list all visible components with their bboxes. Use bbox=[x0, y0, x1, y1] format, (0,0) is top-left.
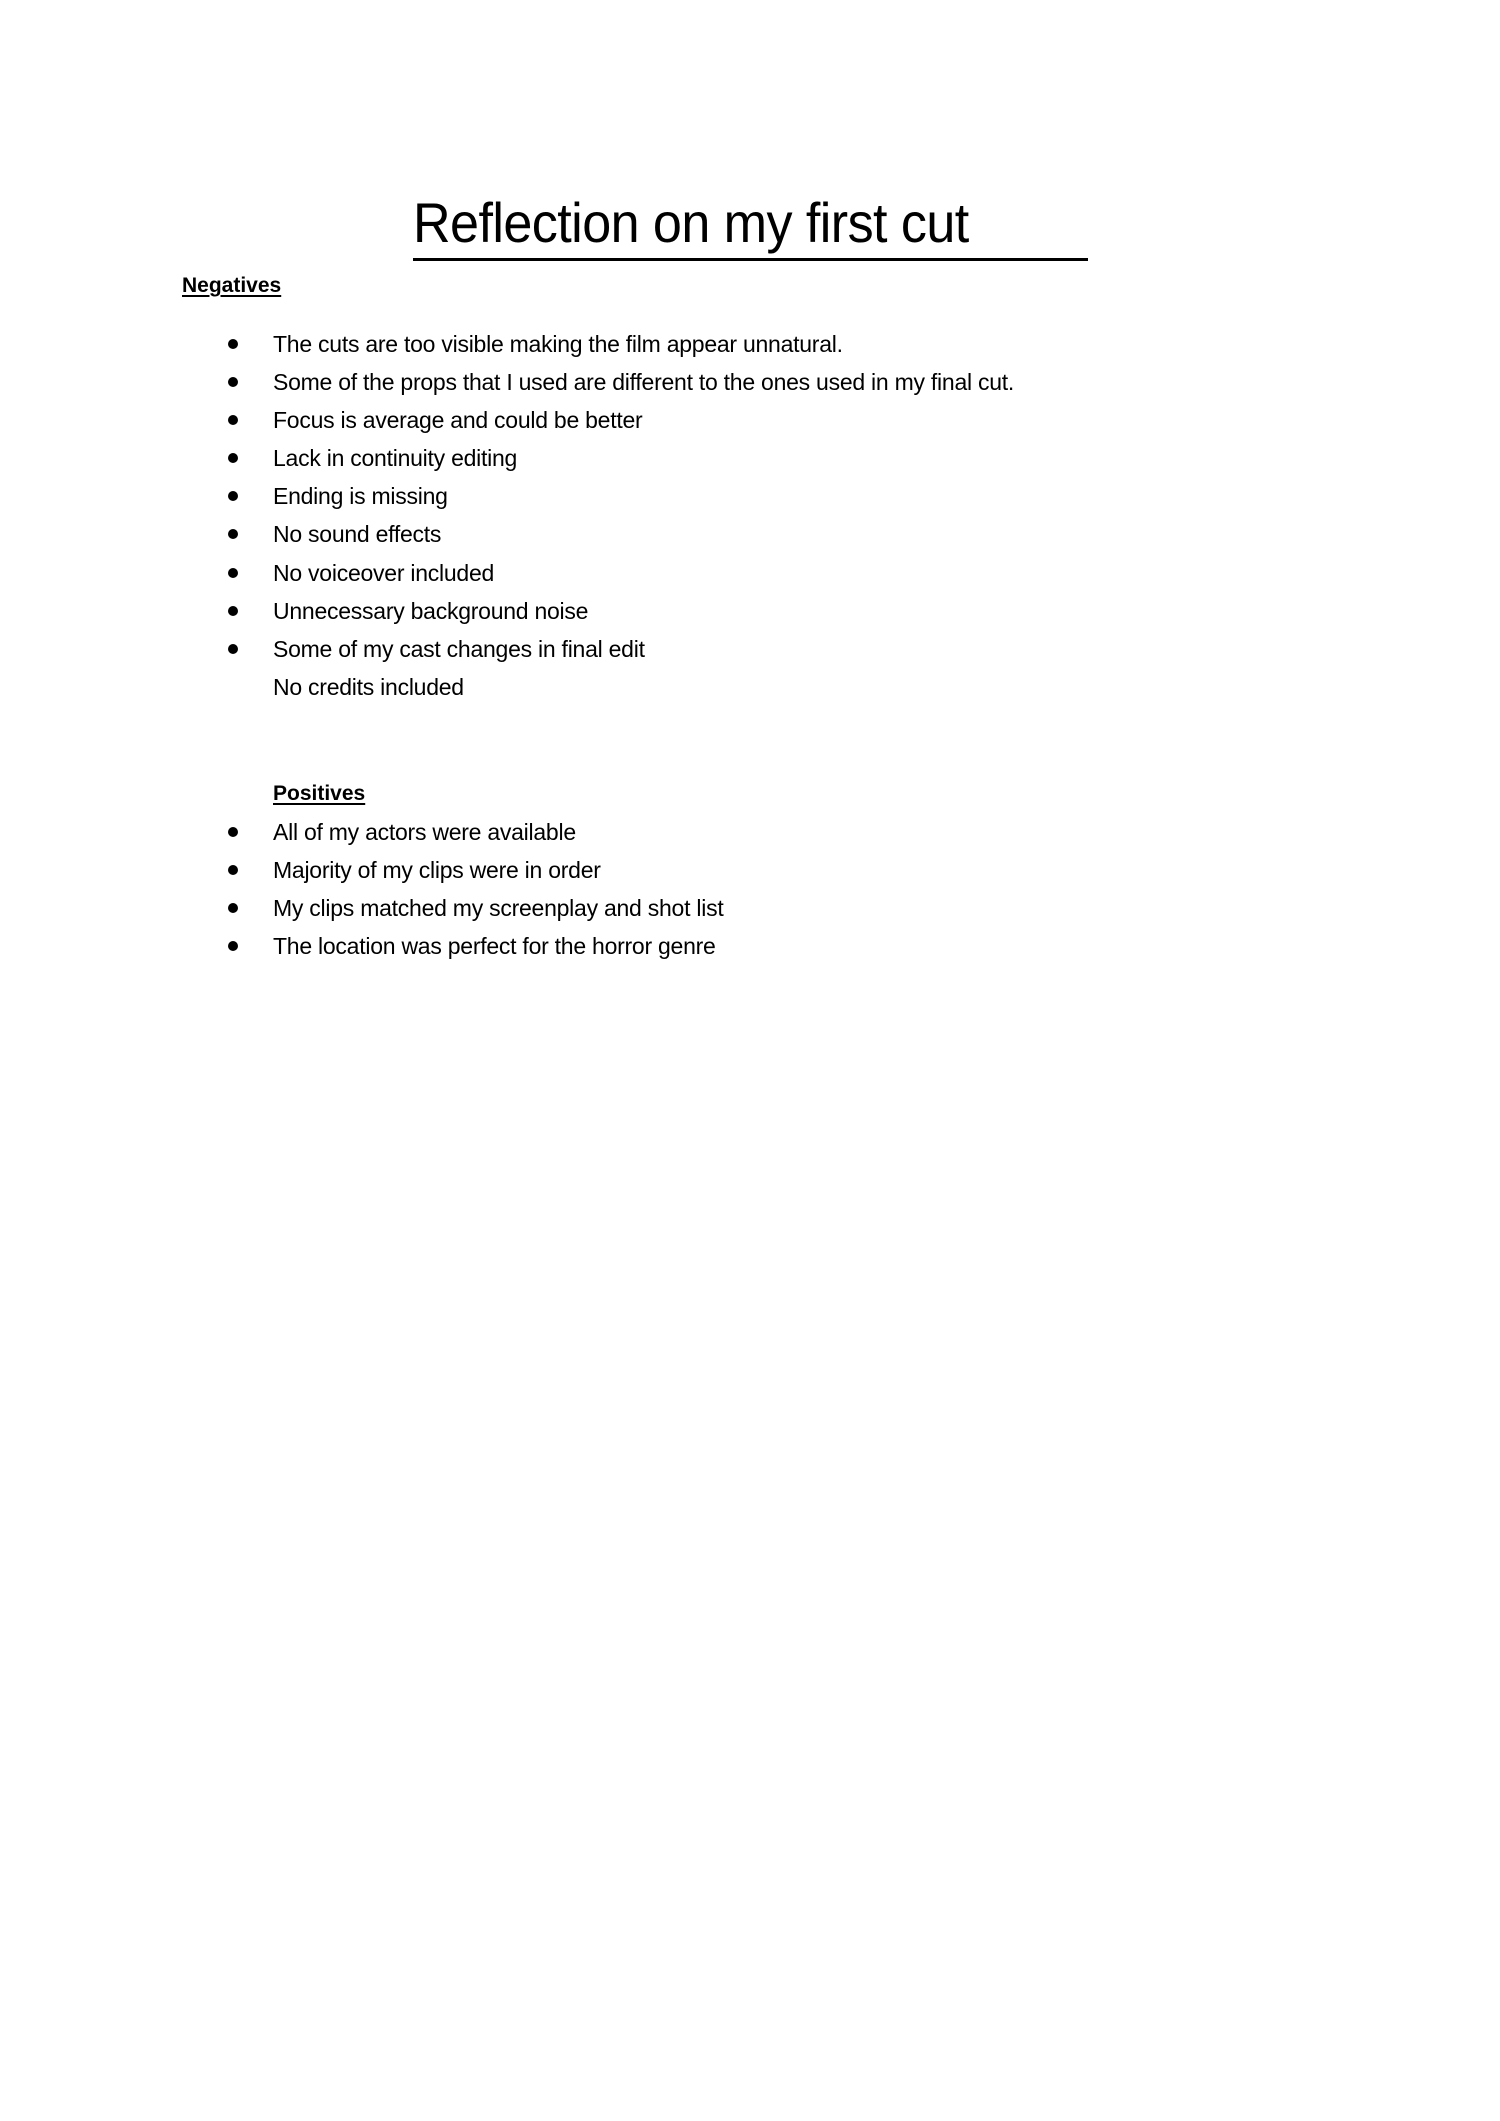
bullet-icon bbox=[228, 529, 238, 539]
bullet-icon bbox=[228, 827, 238, 837]
list-item-text: Lack in continuity editing bbox=[273, 445, 518, 472]
bullet-icon bbox=[228, 644, 238, 654]
list-item-text: My clips matched my screenplay and shot list bbox=[273, 895, 724, 922]
bullet-icon bbox=[228, 941, 238, 951]
list-item-text: Some of my cast changes in final edit bbox=[273, 635, 645, 662]
list-item-text: The cuts are too visible making the film appear unnatural. bbox=[273, 331, 843, 357]
page-title bbox=[413, 190, 1089, 256]
title-underline bbox=[413, 258, 1088, 261]
bullet-icon bbox=[228, 377, 238, 387]
section-heading-positives: Positives bbox=[273, 782, 366, 805]
list-item-text: Majority of my clips were in order bbox=[273, 857, 601, 884]
bullet-icon bbox=[228, 339, 238, 349]
list-item-text: Focus is average and could be better bbox=[273, 407, 643, 434]
list-item-text: All of my actors were available bbox=[273, 819, 576, 845]
bullet-icon bbox=[228, 865, 238, 875]
section-heading-negatives: Negatives bbox=[182, 274, 282, 297]
page-title-text: Reflection on my first cut bbox=[413, 191, 969, 254]
list-item-text: No credits included bbox=[273, 673, 464, 700]
list-item-text: Ending is missing bbox=[273, 483, 448, 510]
bullet-icon bbox=[228, 491, 238, 501]
list-item-text: No sound effects bbox=[273, 521, 442, 548]
list-item-text: Unnecessary background noise bbox=[273, 597, 589, 624]
bullet-icon bbox=[228, 415, 238, 425]
bullet-icon bbox=[228, 903, 238, 913]
bullet-icon bbox=[228, 568, 238, 578]
bullet-icon bbox=[228, 453, 238, 463]
bullet-icon bbox=[228, 606, 238, 616]
list-item-text: The location was perfect for the horror genre bbox=[273, 933, 716, 960]
list-item-text: No voiceover included bbox=[273, 559, 495, 586]
list-item-text: Some of the props that I used are different to the ones used in my final cut. bbox=[273, 369, 1015, 396]
